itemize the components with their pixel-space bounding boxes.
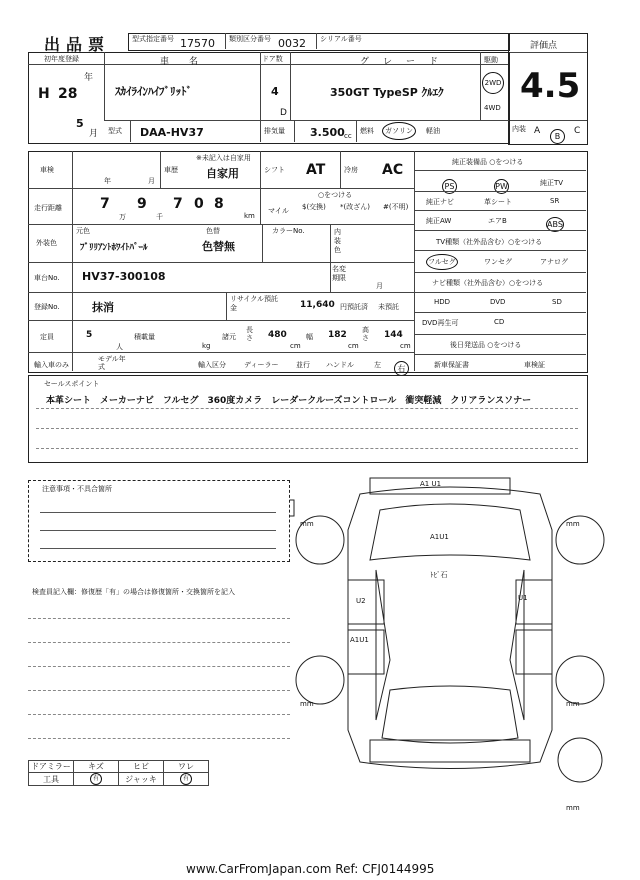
navi-title: ナビ種類（社外品含む）○をつける — [432, 279, 544, 287]
class-label: 類別区分番号 — [229, 35, 271, 43]
tv-title: TV種類（社外品含む）○をつける — [436, 238, 543, 246]
fuel-light-oil: 軽油 — [426, 127, 440, 135]
first-reg-era: H — [38, 86, 50, 102]
modified-label: *(改ざん) — [340, 203, 370, 211]
interior-label: 内装 — [512, 125, 526, 133]
first-reg-year: 28 — [58, 86, 78, 102]
displacement-value: 3.500 — [310, 126, 345, 139]
interior-a: A — [534, 126, 541, 136]
damage-mark-5: U1 — [518, 594, 528, 602]
equip-pw: PW — [494, 174, 509, 194]
handle-right: 右 — [394, 356, 409, 376]
circle-note: ○をつける — [318, 191, 353, 199]
car-diagram — [290, 470, 610, 790]
legend-table: ドアミラー キズ ヒビ ワレ 工具 有 ジャッキ 有 — [28, 760, 209, 786]
mileage-digit-4: 0 — [194, 196, 204, 212]
capacity-label: 定員 — [40, 333, 54, 341]
reg-value: 抹消 — [92, 301, 114, 314]
color-no-label: カラーNo. — [272, 227, 305, 235]
later-title: 後日発送品 ○をつける — [450, 341, 522, 349]
fuel-label: 燃料 — [360, 127, 374, 135]
ac-value: AC — [382, 162, 404, 178]
use-value: 自家用 — [206, 167, 239, 180]
length-value: 480 — [268, 330, 287, 340]
car-name-label: 車名 — [160, 57, 219, 67]
recycle-value: 11,640 — [300, 300, 335, 310]
doors-value: 4 — [271, 85, 279, 98]
damage-mark-6: A1U1 — [350, 636, 369, 644]
use-label: 車歴 — [164, 166, 178, 174]
equip-ps: PS — [442, 174, 457, 194]
name-change-label: 名変期限 — [332, 265, 346, 282]
import-type-label: 輸入区分 — [198, 361, 226, 369]
damage-mark-3: ﾄﾋﾞ石 — [430, 571, 448, 579]
drive-label: 駆動 — [484, 56, 498, 64]
width-value: 182 — [328, 330, 347, 340]
eval-label: 評価点 — [530, 41, 558, 51]
form-title: 出品票 — [44, 35, 111, 54]
chassis-value: HV37-300108 — [82, 270, 166, 283]
shift-label: シフト — [264, 166, 285, 174]
color-label: 外装色 — [36, 239, 57, 247]
load-label: 積載量 — [134, 333, 155, 341]
import-label: 輸入車のみ — [34, 361, 69, 369]
capacity-value: 5 — [86, 330, 93, 340]
first-reg-month: 5 — [76, 117, 84, 130]
shift-value: AT — [306, 162, 326, 178]
sales-point-text: 本革シート メーカーナビ フルセグ 360度カメラ レーダークルーズコントロール 衝突軽減 クリアランスソナー — [46, 396, 532, 406]
exchange-label: $(交換) — [302, 203, 326, 211]
interior-color-label: 内装色 — [334, 228, 341, 254]
doors-label: ドア数 — [262, 55, 283, 63]
sales-point-box — [28, 375, 588, 463]
tv-fullseg: フルセグ — [426, 254, 458, 270]
mile-label: マイル — [268, 207, 289, 215]
damage-mark-1: A1 U1 — [420, 480, 442, 488]
size-label: 諸元 — [222, 333, 236, 341]
ac-label: 冷房 — [344, 166, 358, 174]
chassis-label: 車台No. — [34, 274, 60, 282]
inspector-label: 検査員記入欄：修復歴「有」の場合は修復箇所・交換箇所を記入 — [32, 588, 235, 596]
model-spec-label: 型式指定番号 — [132, 35, 174, 43]
height-value: 144 — [384, 330, 403, 340]
paint-value: 色替無 — [202, 240, 235, 253]
recycle-label: リサイクル預託金 — [230, 295, 279, 312]
model-spec-value: 17570 — [180, 37, 215, 50]
drive-2wd: 2WD — [482, 72, 504, 94]
type-value: DAA-HV37 — [140, 126, 204, 139]
damage-mark-2: A1U1 — [430, 533, 449, 541]
mileage-digit-2: 9 — [137, 196, 147, 212]
color-value: ﾌﾞﾘﾘｱﾝﾄﾎﾜｲﾄﾊﾟｰﾙ — [80, 243, 148, 253]
notes-label: 注意事項・不具合箇所 — [42, 485, 112, 493]
use-note: ※未記入は自家用 — [196, 154, 251, 162]
first-reg-label: 初年度登録 — [44, 55, 79, 63]
serial-label: シリアル番号 — [320, 35, 362, 43]
shaken-label: 車検 — [40, 166, 54, 174]
model-year-label: モデル年式 — [98, 355, 126, 371]
car-name: ｽｶｲﾗｲﾝﾊｲﾌﾞﾘｯﾄﾞ — [115, 85, 192, 98]
displacement-label: 排気量 — [264, 127, 285, 135]
mileage-digit-5: 8 — [214, 196, 224, 212]
type-label: 型式 — [108, 127, 122, 135]
mileage-label: 走行距離 — [34, 204, 62, 212]
mileage-digit-3: 7 — [173, 196, 183, 212]
unknown-label: #(不明) — [383, 203, 409, 211]
grade-value: 350GT TypeSP ｸﾙｴｸ — [330, 86, 444, 99]
equip-tv: 純正TV — [540, 179, 564, 187]
reg-label: 登録No. — [34, 303, 60, 311]
mileage-digit-1: 7 — [100, 196, 110, 212]
handle-label: ハンドル — [326, 361, 354, 369]
drive-4wd: 4WD — [484, 104, 501, 112]
equip-abs: ABS — [546, 212, 564, 232]
fuel-gasoline: ガソリン — [382, 122, 416, 140]
class-value: 0032 — [278, 37, 306, 50]
interior-b: B — [550, 124, 565, 144]
footer-text: www.CarFromJapan.com Ref: CFJ0144995 — [186, 862, 435, 876]
equipment-title: 純正装備品 ○をつける — [452, 158, 524, 166]
grade-label: グレード — [360, 57, 453, 67]
interior-c: C — [574, 126, 581, 136]
eval-score: 4.5 — [520, 66, 581, 106]
sales-point-label: セールスポイント — [44, 380, 100, 388]
damage-mark-4: U2 — [356, 597, 366, 605]
